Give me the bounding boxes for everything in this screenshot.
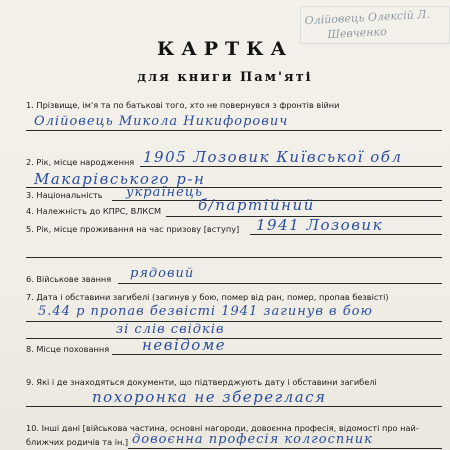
- field-3-label: 3. Національність: [26, 190, 103, 200]
- card-title: КАРТКА: [157, 38, 293, 60]
- field-8-value: невідоме: [142, 336, 227, 354]
- field-7-line: [26, 321, 442, 322]
- field-8-line: [112, 354, 442, 355]
- field-7-value-line2: зі слів свідків: [116, 322, 225, 337]
- field-1-line: [26, 130, 442, 131]
- pencil-note-line2: Шевченко: [327, 25, 387, 42]
- field-6-line: [118, 283, 442, 284]
- field-2-line: [140, 166, 442, 167]
- field-5-value: 1941 Лозовик: [256, 216, 384, 234]
- field-5-label: 5. Рік, місце проживання на час призову [вступу]: [26, 224, 240, 234]
- field-1-value: Олійовець Микола Никифорович: [34, 114, 289, 129]
- field-5-line2: [26, 257, 442, 258]
- field-4-value: б/партійний: [198, 196, 315, 214]
- card-subtitle: для книги Пам'яті: [137, 70, 313, 85]
- field-8-label: 8. Місце поховання: [26, 344, 110, 354]
- field-7-label: 7. Дата і обставини загибелі (загинув у бою, помер від ран, помер, пропав безвісті): [26, 292, 389, 302]
- field-2-line2: [26, 187, 442, 188]
- field-10-label: 10. Інші дані [військова частина, основні нагороди, довоєнна професія, відомості про най-: [26, 423, 419, 433]
- field-1-label: 1. Прізвище, ім'я та по батькові того, хто не повернувся з фронтів війни: [26, 100, 340, 110]
- field-10-line: [128, 448, 442, 449]
- field-3-value: українець: [126, 185, 203, 200]
- field-9-line: [26, 406, 442, 407]
- field-2-value-line2: Макарівського р-н: [34, 170, 206, 188]
- field-2-label: 2. Рік, місце народження: [26, 157, 135, 167]
- field-6-value: рядовий: [130, 266, 195, 281]
- field-6-label: 6. Військове звання: [26, 274, 112, 284]
- pencil-note-line1: Олійовець Олексій Л.: [304, 7, 431, 28]
- field-10-value: довоєнна професія колгоспник: [132, 432, 373, 447]
- field-2-value: 1905 Лозовик Київської обл: [143, 148, 403, 166]
- field-5-line: [250, 234, 442, 235]
- field-4-label: 4. Належність до КПРС, ВЛКСМ: [26, 206, 162, 216]
- field-7-line2: [26, 338, 442, 339]
- field-7-value: 5.44 р пропав безвісті 1941 загинув в бою: [38, 304, 373, 319]
- field-9-value: похоронка не збереглася: [92, 388, 327, 406]
- field-10-label-line2: ближчих родичів та ін.]: [26, 437, 129, 447]
- field-9-label: 9. Які і де знаходяться документи, що підтверджують дату і обставини загибелі: [26, 377, 377, 387]
